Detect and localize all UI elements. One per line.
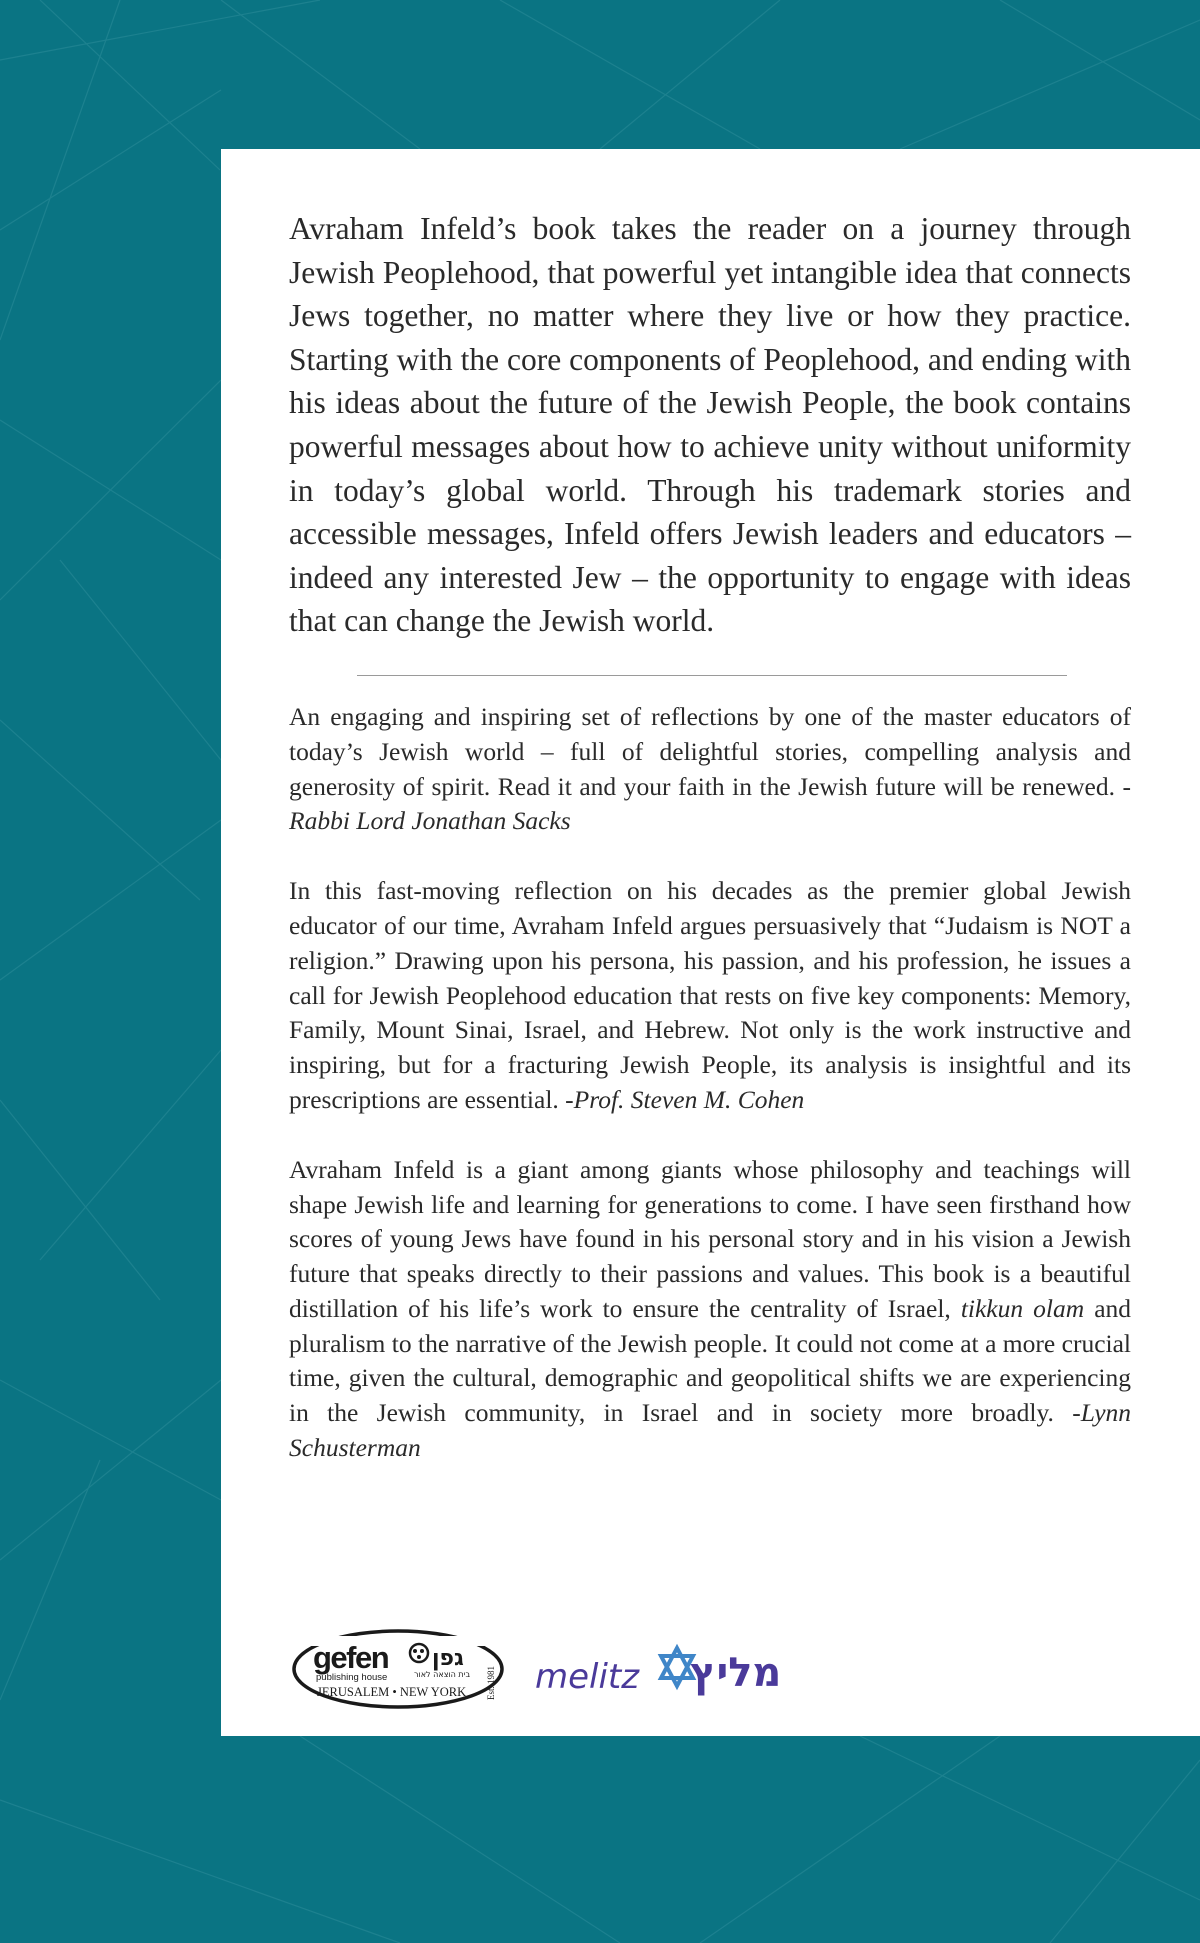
endorsement-text: An engaging and inspiring set of reflections by one of the master educators of today’s Jewish world – full of delightful stories, compelling analysis and generosity of spirit. Read it and your faith in the Jewish future will be renewed. — [289, 701, 1131, 801]
endorsement-text-before: Avraham Infeld is a giant among giants whose philosophy and teachings will shape Jewish life and learning for generations to come. I have seen firsthand how scores of young Jews have found in his personal story and in his vision a Jewish future that speaks directly to their passions and values. This book is a beautiful distillation of his life’s work to ensure the centrality of Israel, — [289, 1154, 1131, 1323]
melitz-hebrew-wordmark: מליץ — [690, 1650, 782, 1696]
gefen-hebrew-wordmark: גפן — [432, 1646, 464, 1671]
endorsement-cohen — [289, 874, 1131, 1118]
endorsement-attribution: -Lynn Schusterman — [289, 1398, 1132, 1463]
gefen-wordmark: gefen — [313, 1640, 389, 1675]
endorsement-attribution: -Prof. Steven M. Cohen — [565, 1084, 805, 1114]
star-of-david-icon — [661, 1648, 693, 1686]
publisher-logos — [289, 1622, 829, 1712]
endorsement-schusterman — [289, 1153, 1131, 1466]
melitz-wordmark: melitz — [535, 1657, 640, 1697]
melitz-logo — [535, 1634, 795, 1700]
gefen-cities: JERUSALEM • NEW YORK — [317, 1685, 467, 1699]
endorsement-text-after: and pluralism to the narrative of the Jewish people. It could not come at a more crucial time, given the cultural, demographic and geopolitical shifts we are experiencing in the Jewish community, in Israel and in society more broadly. — [289, 1293, 1132, 1428]
endorsement-sacks — [289, 700, 1131, 839]
grape-icon — [410, 1644, 428, 1662]
gefen-hebrew-subtitle: בית הוצאה לאור — [414, 1670, 471, 1679]
back-cover-panel — [221, 149, 1200, 1736]
back-cover-text — [289, 207, 1131, 1466]
section-divider — [357, 675, 1067, 676]
book-blurb: Avraham Infeld’s book takes the reader on a journey through Jewish Peoplehood, that powerful yet intangible idea that connects Jews together, no matter where they live or how they practice. Starting with the core components of Peoplehood, and ending with his ideas about the future of the Jewish People, the book contains powerful messages about how to achieve unity without uniformity in today’s global world. Through his trademark stories and accessible messages, Infeld offers Jewish leaders and educators – indeed any interested Jew – the opportunity to engage with ideas that can change the Jewish world. — [289, 211, 1131, 639]
endorsement-attribution: -Rabbi Lord Jonathan Sacks — [289, 771, 1132, 836]
gefen-logo — [289, 1622, 507, 1712]
endorsement-text: In this fast-moving reflection on his decades as the premier global Jewish educator of our time, Avraham Infeld argues persuasively that “Judaism is NOT a religion.” Drawing upon his persona, his passion, and his profession, he issues a call for Jewish Peoplehood education that rests on five key components: Memory, Family, Mount Sinai, Israel, and Hebrew. Not only is the work instructive and inspiring, but for a fracturing Jewish People, its analysis is insightful and its prescriptions are essential. — [289, 876, 1131, 1114]
gefen-subtitle: publishing house — [316, 1672, 388, 1683]
gefen-established: Est. 1981 — [486, 1665, 496, 1700]
endorsement-italic-term: tikkun olam — [960, 1293, 1085, 1323]
